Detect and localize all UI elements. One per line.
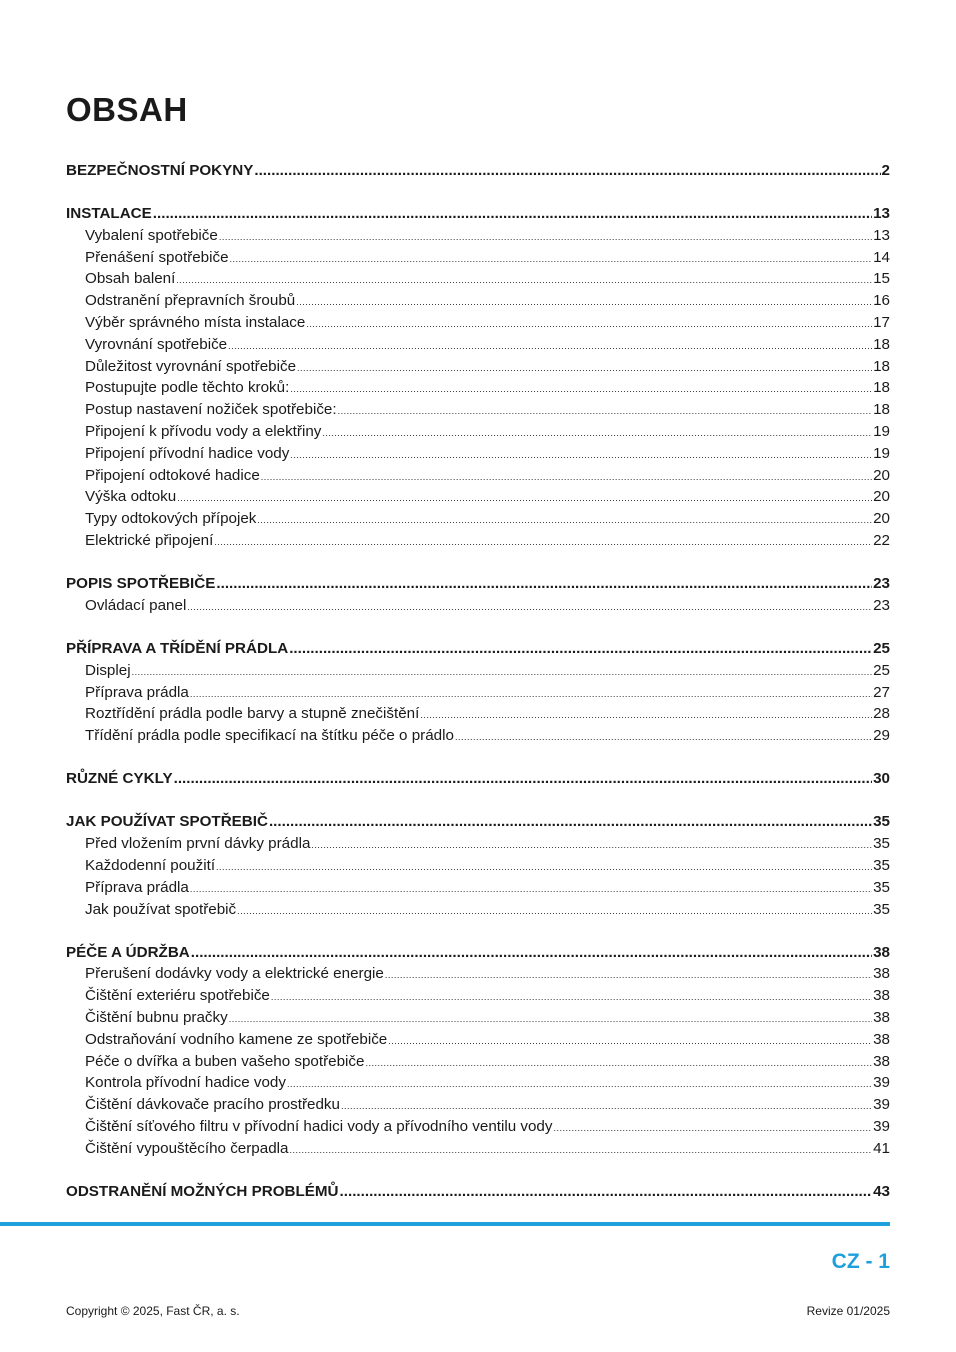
dot-leader [365, 1058, 872, 1068]
toc-entry-page: 39 [873, 1118, 890, 1136]
toc-entry-label: Třídění prádla podle specifikací na štítku péče o prádlo [85, 727, 454, 745]
toc-entry[interactable] [66, 1118, 890, 1140]
toc-entry-page: 38 [873, 965, 890, 983]
toc-entry-label: Postupujte podle těchto kroků: [85, 379, 290, 397]
dot-leader [338, 406, 873, 416]
toc-entry-page: 18 [873, 379, 890, 397]
toc-entry-label: Čištění vypouštěcího čerpadla [85, 1139, 289, 1157]
toc-entry[interactable] [66, 1096, 890, 1118]
toc-entry-label: Péče o dvířka a buben vašeho spotřebiče [85, 1052, 365, 1070]
dot-leader [230, 254, 873, 264]
toc-entry-page: 39 [873, 1074, 890, 1092]
toc-entry[interactable] [66, 379, 890, 401]
page-title: OBSAH [66, 91, 188, 128]
dot-leader [269, 813, 872, 830]
dot-leader [214, 537, 872, 547]
toc-section-heading[interactable] [66, 813, 890, 835]
toc-entry-label: Typy odtokových přípojek [85, 510, 257, 528]
toc-section-heading[interactable] [66, 640, 890, 662]
toc-entry-page: 35 [873, 835, 890, 853]
dot-leader [174, 770, 872, 787]
toc-entry-page: 20 [873, 510, 890, 528]
toc-section [66, 1183, 890, 1205]
dot-leader [322, 428, 872, 438]
toc-entry[interactable] [66, 488, 890, 510]
toc-entry-label: Odstraňování vodního kamene ze spotřebiče [85, 1030, 388, 1048]
dot-leader [190, 689, 872, 699]
dot-leader [271, 992, 872, 1002]
toc-entry-label: Displej [85, 661, 131, 679]
toc-section-heading-page: 43 [873, 1182, 890, 1200]
toc-entry[interactable] [66, 1053, 890, 1075]
toc-section [66, 770, 890, 792]
toc-entry-page: 17 [873, 314, 890, 332]
toc-entry-page: 16 [873, 292, 890, 310]
toc-entry-label: Ovládací panel [85, 596, 187, 614]
toc-entry-label: Vyrovnání spotřebiče [85, 335, 228, 353]
toc-entry-page: 35 [873, 878, 890, 896]
toc-entry-label: Roztřídění prádla podle barvy a stupně znečištění [85, 705, 420, 723]
toc-section-heading[interactable] [66, 162, 890, 184]
toc-entry-page: 41 [873, 1139, 890, 1157]
dot-leader [290, 384, 872, 394]
revision-label: Revize 01/2025 [806, 1304, 890, 1318]
toc-entry[interactable] [66, 1074, 890, 1096]
dot-leader [289, 1145, 872, 1155]
toc-entry-page: 22 [873, 532, 890, 550]
toc-entry-page: 14 [873, 248, 890, 266]
toc-entry[interactable] [66, 227, 890, 249]
toc-entry-page: 20 [873, 466, 890, 484]
dot-leader [176, 275, 872, 285]
dot-leader [191, 944, 872, 961]
toc-entry-label: Kontrola přívodní hadice vody [85, 1074, 286, 1092]
toc-entry[interactable] [66, 510, 890, 532]
toc-entry-page: 28 [873, 705, 890, 723]
toc-section-heading-page: 2 [881, 162, 890, 179]
dot-leader [153, 205, 872, 222]
toc-entry-page: 19 [873, 423, 890, 441]
dot-leader [455, 732, 872, 742]
toc-entry-label: Každodenní použití [85, 857, 216, 874]
toc-section [66, 575, 890, 619]
toc-section-heading-label: JAK POUŽÍVAT SPOTŘEBIČ [66, 813, 268, 831]
toc-entry-page: 38 [873, 1009, 890, 1027]
toc-section-heading-page: 38 [873, 943, 890, 961]
toc-entry[interactable] [66, 401, 890, 423]
toc-section-heading-label: POPIS SPOTŘEBIČE [66, 575, 216, 593]
toc-entry[interactable] [66, 835, 890, 857]
toc-entry-page: 25 [873, 661, 890, 679]
toc-entry-page: 27 [873, 683, 890, 701]
dot-leader [287, 1079, 872, 1089]
toc-section-heading-label: BEZPEČNOSTNÍ POKYNY [66, 162, 254, 179]
toc-entry-page: 19 [873, 444, 890, 462]
toc-entry[interactable] [66, 1140, 890, 1162]
toc-entry-page: 29 [873, 727, 890, 745]
toc-section-heading-label: PŘÍPRAVA A TŘÍDĚNÍ PRÁDLA [66, 640, 289, 658]
toc-entry-page: 38 [873, 1052, 890, 1070]
toc-entry-label: Vybalení spotřebiče [85, 226, 218, 244]
toc-entry[interactable] [66, 727, 890, 749]
dot-leader [341, 1101, 872, 1111]
toc-entry-label: Elektrické připojení [85, 532, 214, 550]
toc-entry-page: 18 [873, 357, 890, 375]
toc-section-heading[interactable] [66, 1183, 890, 1205]
dot-leader [553, 1123, 872, 1133]
toc-entry-label: Čištění exteriéru spotřebiče [85, 987, 270, 1005]
dot-leader [132, 667, 873, 677]
toc-entry-label: Čištění síťového filtru v přívodní hadici vody a přívodního ventilu vody [85, 1118, 553, 1136]
dot-leader [340, 1183, 873, 1200]
toc-entry-page: 18 [873, 401, 890, 419]
toc-entry[interactable] [66, 314, 890, 336]
toc-entry[interactable] [66, 336, 890, 358]
toc-section [66, 205, 890, 554]
toc-entry[interactable] [66, 445, 890, 467]
toc-entry[interactable] [66, 249, 890, 271]
toc-entry-label: Obsah balení [85, 270, 176, 288]
dot-leader [237, 906, 872, 916]
toc-section [66, 944, 890, 1162]
dot-leader [229, 1014, 872, 1024]
toc-entry-page: 20 [873, 488, 890, 506]
toc-entry-label: Příprava prádla [85, 878, 189, 896]
dot-leader [289, 640, 872, 657]
toc-entry[interactable] [66, 662, 890, 684]
toc-section-heading-page: 35 [873, 813, 890, 831]
toc-entry-label: Připojení odtokové hadice [85, 466, 260, 484]
dot-leader [311, 840, 872, 850]
dot-leader [306, 319, 872, 329]
toc-entry[interactable] [66, 467, 890, 489]
toc-entry-label: Jak používat spotřebič [85, 900, 237, 918]
toc-entry-label: Důležitost vyrovnání spotřebiče [85, 357, 297, 375]
toc-entry[interactable] [66, 705, 890, 727]
toc-section-heading-label: PÉČE A ÚDRŽBA [66, 943, 190, 961]
toc-entry-label: Připojení přívodní hadice vody [85, 444, 290, 462]
toc-section [66, 640, 890, 749]
dot-leader [388, 1036, 872, 1046]
dot-leader [296, 297, 872, 307]
toc-entry-page: 39 [873, 1096, 890, 1114]
toc-entry-label: Postup nastavení nožiček spotřebiče: [85, 401, 337, 419]
toc-section-heading[interactable] [66, 205, 890, 227]
toc-entry-page: 35 [873, 900, 890, 918]
toc-entry[interactable] [66, 423, 890, 445]
toc-entry[interactable] [66, 597, 890, 619]
toc-entry[interactable] [66, 1031, 890, 1053]
page-number: CZ - 1 [831, 1250, 890, 1273]
table-of-contents [66, 162, 890, 1226]
toc-entry[interactable] [66, 532, 890, 554]
toc-entry-page: 15 [873, 270, 890, 288]
dot-leader [261, 472, 872, 482]
toc-entry-page: 38 [873, 1030, 890, 1048]
toc-section-heading[interactable] [66, 944, 890, 966]
toc-entry-label: Před vložením první dávky prádla [85, 835, 311, 853]
dot-leader [216, 575, 872, 592]
dot-leader [177, 493, 872, 503]
dot-leader [228, 341, 872, 351]
toc-entry-label: Výška odtoku [85, 488, 177, 506]
toc-section-heading-label: INSTALACE [66, 205, 152, 223]
toc-section [66, 813, 890, 922]
toc-section [66, 162, 890, 184]
toc-entry-label: Čištění bubnu pračky [85, 1009, 228, 1027]
toc-entry-label: Odstranění přepravních šroubů [85, 292, 296, 310]
toc-entry[interactable] [66, 1009, 890, 1031]
toc-section-heading[interactable] [66, 770, 890, 792]
toc-entry[interactable] [66, 684, 890, 706]
toc-section-heading-page: 25 [873, 640, 890, 658]
toc-section-heading-label: RŮZNÉ CYKLY [66, 770, 173, 788]
toc-section-heading-page: 30 [873, 770, 890, 788]
footer-divider [0, 1222, 890, 1226]
dot-leader [219, 232, 872, 242]
toc-entry[interactable] [66, 270, 890, 292]
toc-section-heading-page: 13 [873, 205, 890, 223]
toc-entry-label: Připojení k přívodu vody a elektřiny [85, 423, 322, 441]
toc-section-heading[interactable] [66, 575, 890, 597]
dot-leader [420, 710, 872, 720]
toc-entry-page: 38 [873, 987, 890, 1005]
toc-entry[interactable] [66, 857, 890, 879]
dot-leader [187, 602, 872, 612]
toc-entry-label: Čištění dávkovače pracího prostředku [85, 1096, 340, 1114]
toc-entry[interactable] [66, 965, 890, 987]
dot-leader [290, 450, 872, 460]
copyright-notice: Copyright © 2025, Fast ČR, a. s. [66, 1304, 240, 1318]
toc-section-heading-label: ODSTRANĚNÍ MOŽNÝCH PROBLÉMŮ [66, 1182, 339, 1200]
toc-entry[interactable] [66, 901, 890, 923]
dot-leader [190, 884, 872, 894]
toc-entry[interactable] [66, 292, 890, 314]
toc-section-heading-page: 23 [873, 575, 890, 593]
toc-entry-page: 23 [873, 596, 890, 614]
toc-entry-page: 13 [873, 226, 890, 244]
toc-entry[interactable] [66, 358, 890, 380]
dot-leader [385, 970, 872, 980]
dot-leader [297, 363, 872, 373]
dot-leader [254, 162, 880, 179]
toc-entry-label: Výběr správného místa instalace [85, 314, 306, 332]
toc-entry-page: 18 [873, 335, 890, 353]
toc-entry-label: Přerušení dodávky vody a elektrické energie [85, 965, 384, 983]
dot-leader [216, 862, 872, 872]
dot-leader [257, 515, 872, 525]
toc-entry-page: 35 [873, 857, 890, 874]
toc-entry-label: Přenášení spotřebiče [85, 248, 229, 266]
toc-entry-label: Příprava prádla [85, 683, 189, 701]
toc-entry[interactable] [66, 879, 890, 901]
toc-entry[interactable] [66, 987, 890, 1009]
